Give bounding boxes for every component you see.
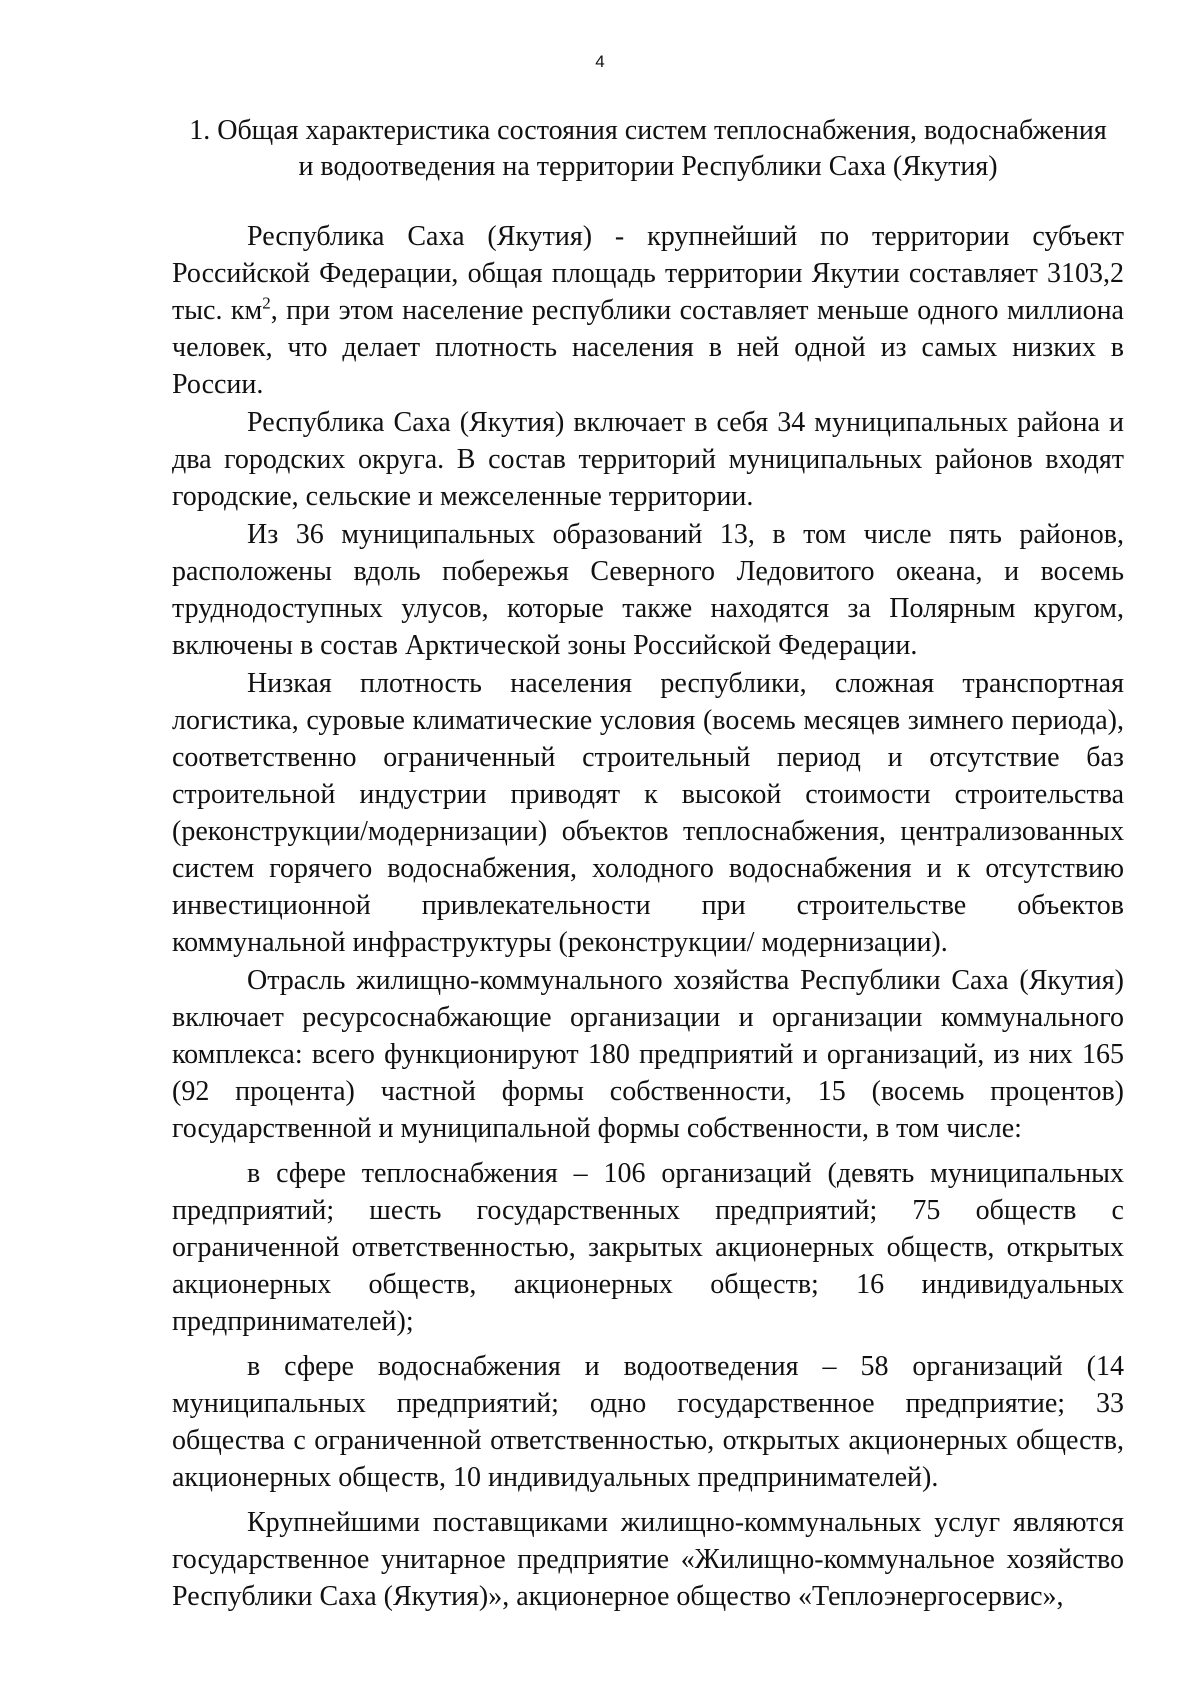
paragraph-2: Республика Саха (Якутия) включает в себя 34 муниципальных района и два городских округа. В состав территорий муниципальных районов входят городские, сельские и межселенные территории. [172,407,1124,512]
paragraph-5: Отрасль жилищно-коммунального хозяйства Республики Саха (Якутия) включает ресурсоснабжающие организации и организации коммунального комплекса: всего функционируют 180 предприятий и организаций, из них 165 (92 процента) частной формы собственности, 15 (восемь процентов) государственной и муниципальной формы собственности, в том числе: [172,965,1124,1144]
section-title-line-1: 1. Общая характеристика состояния систем теплоснабжения, водоснабжения [189,115,1107,146]
section-title [172,113,1124,185]
paragraph-7: в сфере водоснабжения и водоотведения – 58 организаций (14 муниципальных предприятий; одно государственное предприятие; 33 общества с ограниченной ответственностью, открытых акционерных обществ, акционерных обществ, 10 индивидуальных предпринимателей). [172,1351,1124,1493]
paragraph-1 [172,218,1124,403]
paragraph-3: Из 36 муниципальных образований 13, в том числе пять районов, расположены вдоль побережья Северного Ледовитого океана, и восемь труднодоступных улусов, которые также находятся за Полярным кругом, включены в состав Арктической зоны Российской Федерации. [172,519,1124,661]
paragraph-8: Крупнейшими поставщиками жилищно-коммунальных услуг являются государственное унитарное предприятие «Жилищно-коммунальное хозяйство Республики Саха (Якутия)», акционерное общество «Теплоэнергосервис», [172,1507,1124,1612]
page-number: 4 [595,52,605,71]
document-body [172,218,1124,1616]
paragraph-6: в сфере теплоснабжения – 106 организаций (девять муниципальных предприятий; шесть государственных предприятий; 75 обществ с ограниченной ответственностью, закрытых акционерных обществ, открытых акционерных обществ, акционерных обществ; 16 индивидуальных предпринимателей); [172,1158,1124,1337]
paragraph-1-text-b: , при этом население республики составляет меньше одного миллиона человек, что делает плотность населения в ней одной из самых низких в России. [172,295,1124,400]
section-title-line-2: и водоотведения на территории Республики Саха (Якутия) [298,151,998,182]
paragraph-4: Низкая плотность населения республики, сложная транспортная логистика, суровые климатические условия (восемь месяцев зимнего периода), соответственно ограниченный строительный период и отсутствие баз строительной индустрии приводят к высокой стоимости строительства (реконструкции/модернизации) объектов теплоснабжения, централизованных систем горячего водоснабжения, холодного водоснабжения и к отсутствию инвестиционной привлекательности при строительстве объектов коммунальной инфраструктуры (реконструкции/ модернизации). [172,668,1124,958]
paragraph-1-text-a: Республика Саха (Якутия) - крупнейший по территории субъект Российской Федерации, общая площадь территории Якутии составляет 3103,2 тыс. км [172,221,1124,326]
area-unit-superscript: 2 [262,293,271,313]
